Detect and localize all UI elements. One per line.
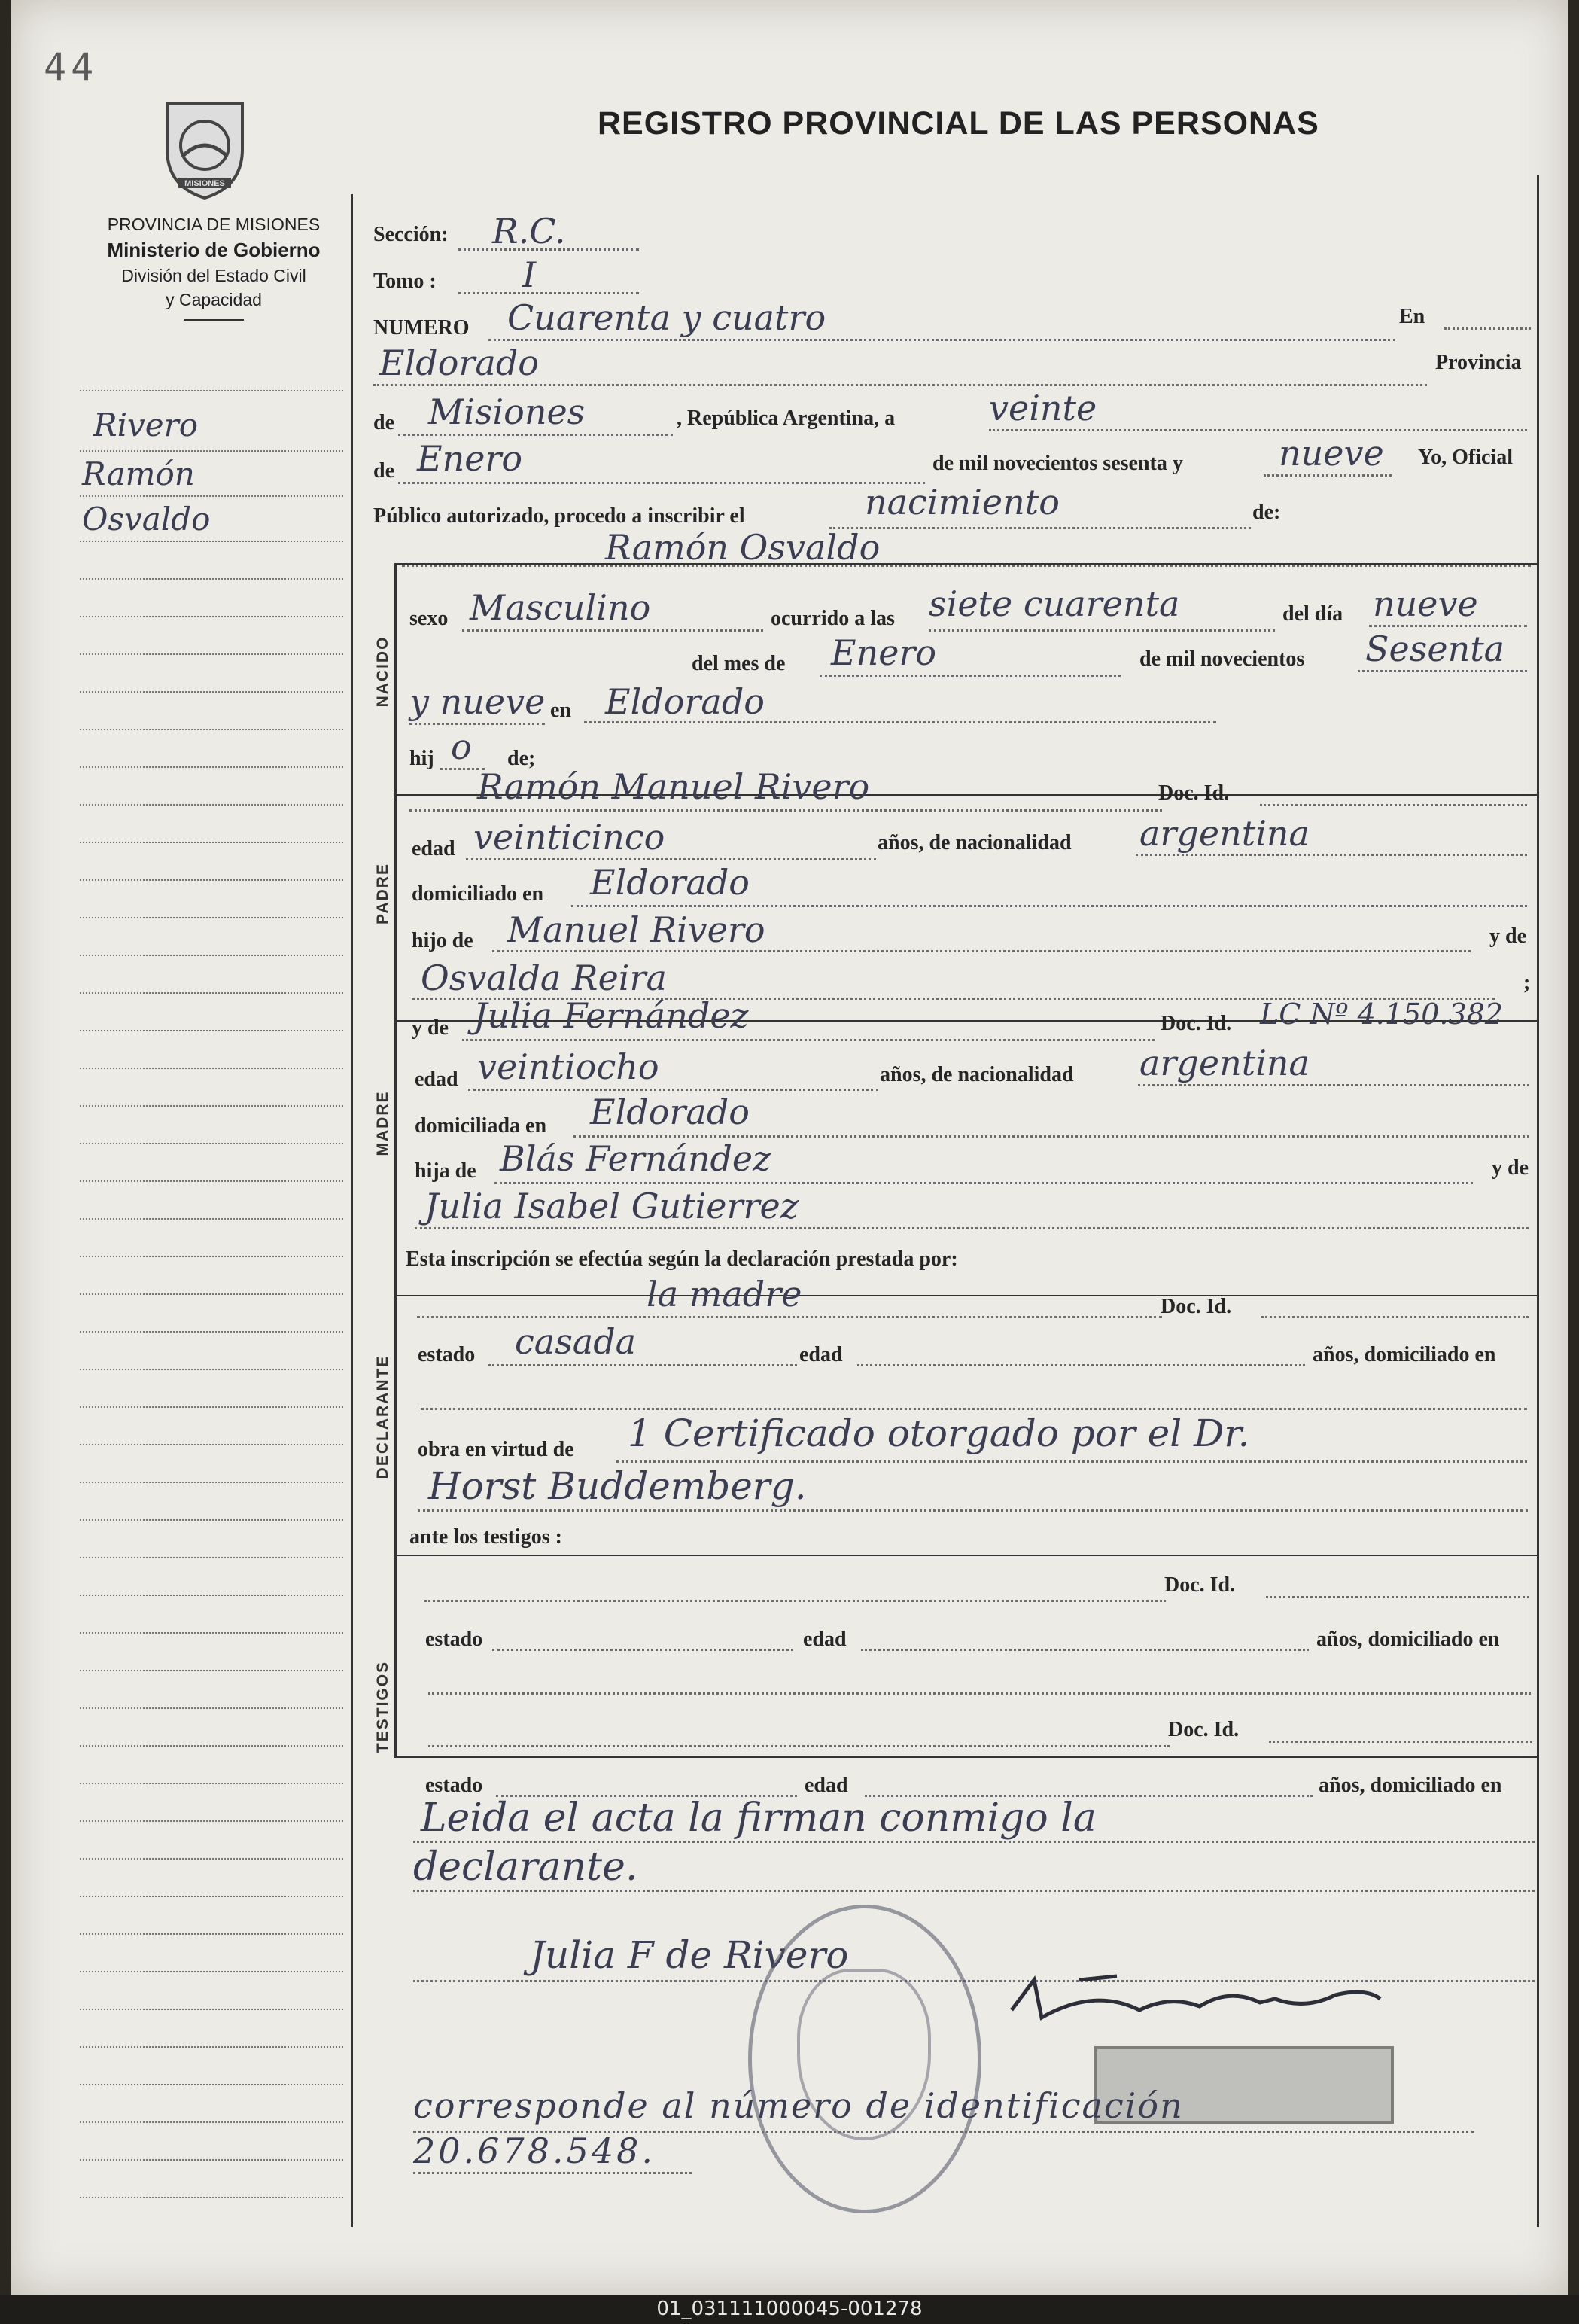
label-ocurrido: ocurrido a las	[771, 607, 895, 630]
value-madre-nombre: Julia Fernández	[473, 995, 749, 1036]
document-title: REGISTRO PROVINCIAL DE LAS PERSONAS	[598, 105, 1319, 142]
label-padre-nacionalidad: años, de nacionalidad	[878, 831, 1072, 854]
value-lugar: Eldorado	[379, 343, 539, 383]
label-publico: Público autorizado, procedo a inscribir el	[373, 504, 745, 528]
official-signature	[1004, 1965, 1395, 2033]
value-declarante-estado: casada	[515, 1321, 637, 1362]
label-de-colon: de:	[1252, 501, 1281, 524]
value-madre-domicilio: Eldorado	[590, 1092, 750, 1132]
section-nacido: NACIDO	[374, 635, 391, 708]
value-obra-2: Horst Buddemberg.	[428, 1464, 807, 1508]
label-testigo2-estado: estado	[425, 1774, 483, 1797]
section-testigos: TESTIGOS	[374, 1660, 391, 1753]
value-anio-nac-2: y nueve	[409, 681, 546, 722]
value-lugar-nac: Eldorado	[605, 681, 765, 722]
value-dia: veinte	[989, 388, 1097, 428]
value-leida-1: Leida el acta la firman conmigo la	[421, 1796, 1097, 1841]
value-hij-suffix: o	[451, 726, 472, 767]
label-ante-testigos: ante los testigos :	[409, 1525, 562, 1549]
value-madre-padre: Blás Fernández	[500, 1138, 771, 1179]
margin-name-second: Osvaldo	[82, 501, 211, 538]
value-padre-nombre: Ramón Manuel Rivero	[477, 766, 870, 807]
section-declarante: DECLARANTE	[374, 1354, 391, 1479]
label-mil-novecientos: de mil novecientos	[1139, 647, 1305, 671]
value-nota-1: corresponde al número de identificación	[413, 2085, 1184, 2126]
value-mes-nac: Enero	[831, 632, 937, 673]
coat-of-arms-icon	[152, 89, 257, 202]
label-testigo2-edad: edad	[805, 1774, 848, 1797]
value-nombre-nacido: Ramón Osvaldo	[605, 527, 881, 568]
label-inscripcion: Esta inscripción se efectúa según la declaración prestada por:	[406, 1247, 958, 1271]
label-declarante-edad: edad	[799, 1343, 843, 1366]
signature-declarante: Julia F de Rivero	[530, 1933, 849, 1977]
value-leida-2: declarante.	[413, 1844, 638, 1890]
value-madre-edad: veintiocho	[477, 1046, 659, 1087]
label-tomo: Tomo :	[373, 270, 437, 293]
label-obra: obra en virtud de	[418, 1438, 574, 1461]
main-frame-left	[351, 194, 353, 2227]
value-hora: siete cuarenta	[929, 583, 1180, 624]
value-madre-doc: LC Nº 4.150.382	[1260, 998, 1503, 1031]
label-del-mes: del mes de	[692, 652, 786, 675]
testigos-top	[394, 1555, 1537, 1556]
section-frame-left	[394, 563, 397, 1756]
label-madre-y-de: y de	[412, 1016, 449, 1040]
label-sexo: sexo	[409, 607, 449, 630]
value-padre-padre: Manuel Rivero	[507, 909, 765, 950]
label-padre-edad: edad	[412, 837, 455, 860]
value-declarante: la madre	[647, 1274, 802, 1314]
label-declarante-anos: años, domiciliado en	[1313, 1343, 1496, 1366]
office-ministry: Ministerio de Gobierno	[107, 239, 321, 261]
office-capacity: y Capacidad	[166, 290, 262, 309]
label-madre-doc: Doc. Id.	[1161, 1012, 1232, 1035]
label-padre-hijo-de: hijo de	[412, 929, 473, 952]
margin-name-first: Ramón	[82, 455, 195, 492]
value-obra-1: 1 Certificado otorgado por el Dr.	[628, 1412, 1250, 1455]
value-numero: Cuarenta y cuatro	[507, 297, 826, 338]
label-madre-y-de-2: y de	[1492, 1156, 1529, 1180]
label-provincia: Provincia	[1435, 351, 1522, 374]
label-testigo2-anos: años, domiciliado en	[1319, 1774, 1502, 1797]
official-seal	[748, 1905, 981, 2213]
value-padre-domicilio: Eldorado	[590, 862, 750, 903]
document-page	[11, 0, 1568, 2295]
value-tomo: I	[522, 254, 537, 295]
label-padre-y-de: y de	[1489, 924, 1526, 948]
label-madre-edad: edad	[415, 1068, 458, 1091]
label-semicolon: ;	[1523, 971, 1531, 994]
value-mes: Enero	[417, 438, 523, 479]
declarante-top	[394, 1295, 1537, 1296]
emblem	[152, 89, 257, 202]
value-anio: nueve	[1279, 433, 1384, 474]
label-de-provincia: de	[373, 411, 394, 434]
label-testigo2-doc: Doc. Id.	[1168, 1718, 1240, 1741]
label-de-semi: de;	[507, 747, 536, 770]
svg-text:MISIONES: MISIONES	[184, 179, 225, 188]
label-en: En	[1399, 305, 1425, 328]
margin-name-surname: Rivero	[93, 407, 199, 443]
issuing-office	[63, 212, 364, 321]
label-yo-oficial: Yo, Oficial	[1418, 446, 1513, 469]
label-testigo1-doc: Doc. Id.	[1164, 1573, 1236, 1597]
label-seccion: Sección:	[373, 223, 449, 246]
value-acto: nacimiento	[865, 482, 1060, 522]
label-padre-domicilio: domiciliado en	[412, 882, 544, 906]
label-madre-nacionalidad: años, de nacionalidad	[880, 1063, 1074, 1086]
page-number: 44	[44, 45, 99, 89]
value-seccion: R.C.	[492, 211, 566, 251]
label-testigo1-anos: años, domiciliado en	[1316, 1628, 1500, 1651]
section-madre: MADRE	[374, 1090, 391, 1156]
label-declarante-estado: estado	[418, 1343, 476, 1366]
value-madre-nacionalidad: argentina	[1139, 1043, 1310, 1083]
label-madre-domicilio: domiciliada en	[415, 1114, 547, 1138]
testigos-bottom	[394, 1756, 1537, 1758]
label-hij: hij	[409, 747, 434, 770]
value-padre-edad: veinticinco	[473, 817, 665, 857]
label-en-nac: en	[550, 699, 571, 722]
value-padre-nacionalidad: argentina	[1139, 813, 1310, 854]
value-padre-madre: Osvalda Reira	[421, 958, 667, 998]
label-declarante-doc: Doc. Id.	[1161, 1295, 1232, 1318]
value-anio-nac-1: Sesenta	[1365, 629, 1505, 669]
label-mil-sesenta: de mil novecientos sesenta y	[932, 452, 1183, 475]
value-sexo: Masculino	[470, 587, 651, 628]
label-madre-hija-de: hija de	[415, 1159, 476, 1183]
label-republica: , República Argentina, a	[677, 407, 896, 430]
value-nota-2: 20.678.548.	[413, 2131, 656, 2171]
office-province: PROVINCIA DE MISIONES	[107, 215, 321, 234]
image-id-footer: 01_031111000045-001278	[0, 2295, 1579, 2324]
label-de-mes: de	[373, 459, 394, 483]
value-dia-nac: nueve	[1373, 583, 1478, 624]
label-numero: NUMERO	[373, 316, 470, 340]
office-division: División del Estado Civil	[121, 266, 306, 285]
main-frame-right	[1537, 175, 1539, 2227]
label-testigo1-edad: edad	[803, 1628, 847, 1651]
value-madre-madre: Julia Isabel Gutierrez	[424, 1186, 799, 1226]
section-padre: PADRE	[374, 863, 391, 924]
label-testigo1-estado: estado	[425, 1628, 483, 1651]
label-del-dia: del día	[1282, 602, 1343, 626]
label-padre-doc: Doc. Id.	[1158, 781, 1230, 805]
value-provincia: Misiones	[428, 391, 586, 432]
